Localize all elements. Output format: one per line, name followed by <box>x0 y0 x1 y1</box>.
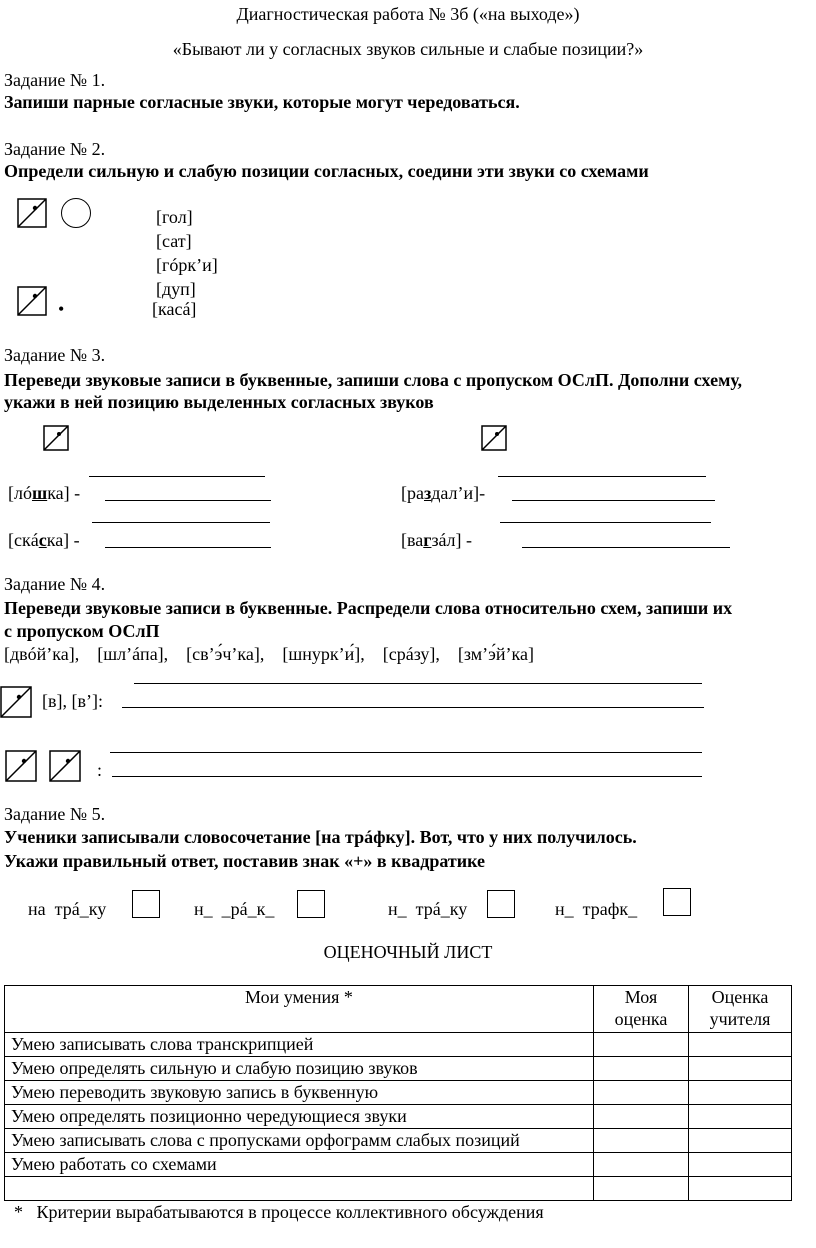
task5-text-line1: Ученики записывали словосочетание [на трáфку]. Вот, что у них получилось. <box>4 827 637 847</box>
task2-text: Определи сильную и слабую позиции согласных, соедини эти звуки со схемами <box>4 161 649 181</box>
self-grade-cell[interactable] <box>594 1033 689 1057</box>
footnote: * Критерии вырабатываются в процессе коллективного обсуждения <box>14 1202 544 1222</box>
task3-label: Задание № 3. <box>4 345 106 365</box>
task5-label: Задание № 5. <box>4 804 106 824</box>
table-row: Умею записывать слова с пропусками орфограмм слабых позиций <box>5 1129 792 1153</box>
answer-checkbox-1[interactable] <box>132 890 160 918</box>
task3-word-1: [лóшка] - <box>8 483 81 503</box>
page-title: Диагностическая работа № 3б («на выходе») <box>236 4 580 24</box>
task5-option-4: н_ трафк_ <box>555 899 638 919</box>
answer-line[interactable] <box>512 500 715 501</box>
page-subtitle: «Бывают ли у согласных звуков сильные и слабые позиции?» <box>172 39 644 59</box>
task2-label: Задание № 2. <box>4 139 106 159</box>
answer-line[interactable] <box>522 547 730 548</box>
answer-line[interactable] <box>500 522 711 523</box>
table-row: Умею определять сильную и слабую позицию звуков <box>5 1057 792 1081</box>
task4-label: Задание № 4. <box>4 574 106 594</box>
weak-position-scheme-icon <box>17 286 47 316</box>
task4-row2-label: : <box>97 760 103 780</box>
task3-scheme-right-icon <box>481 425 507 451</box>
table-row: Умею определять позиционно чередующиеся звуки <box>5 1105 792 1129</box>
table-row <box>5 1177 792 1201</box>
teacher-grade-cell[interactable] <box>689 1105 792 1129</box>
task5-option-1: на трá_ку <box>28 899 107 919</box>
task3-text-line2: укажи в ней позицию выделенных согласных звуков <box>4 392 434 412</box>
header-self-grade: Моя оценка <box>594 986 689 1033</box>
task1-text: Запиши парные согласные звуки, которые могут чередоваться. <box>4 92 520 112</box>
answer-line[interactable] <box>122 707 704 708</box>
teacher-grade-cell[interactable] <box>689 1081 792 1105</box>
task2-word-4: [дуп] <box>156 279 196 299</box>
teacher-grade-cell[interactable] <box>689 1129 792 1153</box>
table-row: Умею записывать слова транскрипцией <box>5 1033 792 1057</box>
header-skills: Мои умения * <box>5 986 594 1033</box>
answer-checkbox-4[interactable] <box>663 888 691 916</box>
task4-scheme-1-icon <box>0 686 32 718</box>
self-grade-cell[interactable] <box>594 1129 689 1153</box>
header-teacher-grade: Оценка учителя <box>689 986 792 1033</box>
task2-word-1: [гол] <box>156 207 193 227</box>
teacher-grade-cell[interactable] <box>689 1057 792 1081</box>
answer-line[interactable] <box>110 752 702 753</box>
task2-word-2: [сат] <box>156 231 192 251</box>
task4-words: [двóй’ка], [шл’áпа], [св’э́ч’ка], [шнурк’и́], [срáзу], [зм’э́й’ка] <box>4 644 534 664</box>
table-header-row <box>5 986 792 1033</box>
strong-position-scheme-icon <box>17 198 47 228</box>
self-grade-cell[interactable] <box>594 1105 689 1129</box>
task2-word-5: [касá] <box>152 299 197 319</box>
task4-row1-label: [в], [в’]: <box>42 691 103 711</box>
answer-line[interactable] <box>89 476 265 477</box>
task4-scheme-2-icon <box>5 750 37 782</box>
grading-table <box>4 985 792 1201</box>
answer-line[interactable] <box>498 476 706 477</box>
answer-checkbox-3[interactable] <box>487 890 515 918</box>
task4-text-line1: Переведи звуковые записи в буквенные. Распредели слова относительно схем, запиши их <box>4 598 733 618</box>
grading-title: ОЦЕНОЧНЫЙ ЛИСТ <box>323 942 493 962</box>
teacher-grade-cell[interactable] <box>689 1033 792 1057</box>
self-grade-cell[interactable] <box>594 1177 689 1201</box>
self-grade-cell[interactable] <box>594 1057 689 1081</box>
answer-line[interactable] <box>134 683 702 684</box>
answer-checkbox-2[interactable] <box>297 890 325 918</box>
task3-text-line1: Переведи звуковые записи в буквенные, запиши слова с пропуском ОСлП. Дополни схему, <box>4 370 743 390</box>
vowel-circle-icon <box>61 198 91 228</box>
answer-line[interactable] <box>105 547 271 548</box>
task5-text-line2: Укажи правильный ответ, поставив знак «+» в квадратике <box>4 851 485 871</box>
teacher-grade-cell[interactable] <box>689 1153 792 1177</box>
task1-label: Задание № 1. <box>4 70 106 90</box>
answer-line[interactable] <box>105 500 271 501</box>
task2-word-3: [гóрк’и] <box>156 255 218 275</box>
task4-scheme-3-icon <box>49 750 81 782</box>
task3-word-2: [скáска] - <box>8 530 80 550</box>
task3-scheme-left-icon <box>43 425 69 451</box>
bullet-dot-icon: • <box>58 299 65 319</box>
answer-line[interactable] <box>112 776 702 777</box>
task4-text-line2: с пропуском ОСлП <box>4 621 160 641</box>
self-grade-cell[interactable] <box>594 1081 689 1105</box>
table-row: Умею работать со схемами <box>5 1153 792 1177</box>
task3-word-3: [раздал’и]- <box>401 483 486 503</box>
task3-word-4: [вагзáл] - <box>401 530 473 550</box>
task5-option-2: н_ _рá_к_ <box>194 899 275 919</box>
answer-line[interactable] <box>92 522 270 523</box>
task5-option-3: н_ трá_ку <box>388 899 468 919</box>
self-grade-cell[interactable] <box>594 1153 689 1177</box>
teacher-grade-cell[interactable] <box>689 1177 792 1201</box>
table-row: Умею переводить звуковую запись в буквенную <box>5 1081 792 1105</box>
